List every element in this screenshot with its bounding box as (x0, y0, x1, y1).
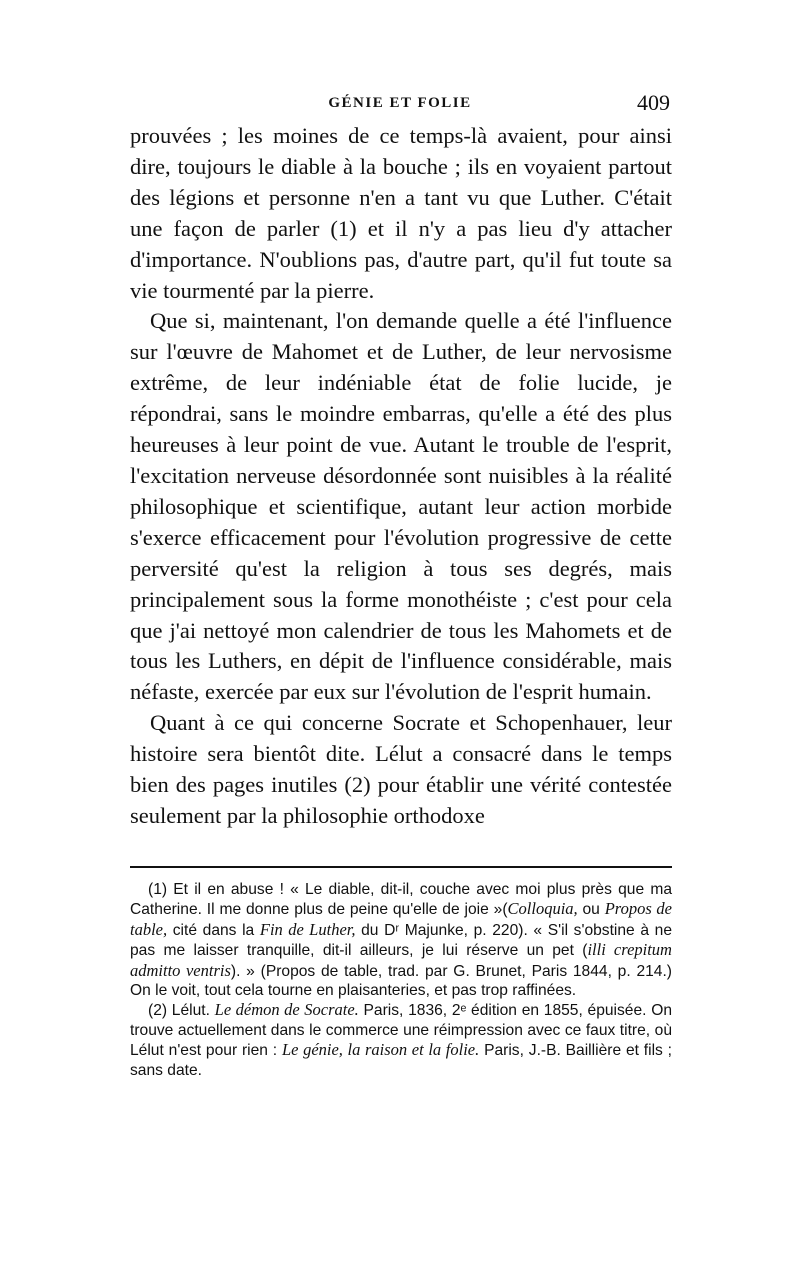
footnote-1 (130, 880, 672, 1000)
main-text (130, 121, 672, 832)
footnote-1-italic-latin: illi crepitum admitto ventris (130, 940, 672, 980)
footnote-1-italic-fin-de-luther: Fin de Luther, (259, 919, 356, 939)
footnote-separator (130, 866, 672, 868)
footnote-2 (130, 1000, 672, 1080)
footnote-1-text-a: (1) Et il en abuse ! « Le diable, dit-il, couche avec moi plus près que ma Catherine. Il me donne plus de peine qu'elle de joie »( (130, 881, 672, 919)
footnote-1-italic-propos: Propos de table, (130, 899, 672, 939)
footnotes (130, 880, 672, 1080)
paragraph-1: prouvées ; les moines de ce temps-là avaient, pour ainsi dire, toujours le diable à la bouche ; ils en voyaient partout des légions et personne n'en a tant vu que Luther. C'était une façon de parler (1) et il n'y a pas lieu d'y attacher d'importance. N'oublions pas, d'autre part, qu'il fut toute sa vie tourmenté par la pierre. (130, 123, 672, 303)
footnote-1-text-i: ). » (Propos de table, trad. par G. Brunet, Paris 1844, p. 214.) On le voit, tout cela tourne en plaisanteries, et pas trop raffinées. (130, 962, 672, 1000)
footnote-2-text-e: Paris, J.-B. Baillière et fils ; sans date. (130, 1042, 672, 1079)
footnote-1-text-g: du Dʳ Majunke, p. 220). « S'il s'obstine à ne pas me laisser tranquille, dit-il ailleurs, je lui réserve un pet ( (130, 921, 672, 960)
footnote-2-italic-demon: Le démon de Socrate. (214, 1000, 359, 1020)
running-title: GÉNIE ET FOLIE (328, 95, 472, 111)
paragraph-3: Quant à ce qui concerne Socrate et Schopenhauer, leur histoire sera bientôt dite. Lélut a consacré dans le temps bien des pages inutiles (2) pour établir une vérité contestée seulement par la philosophie orthodoxe (130, 710, 672, 828)
paragraph-2: Que si, maintenant, l'on demande quelle a été l'influence sur l'œuvre de Mahomet et de Luther, de leur nervosisme extrême, de leur indéniable état de folie lucide, je répondrai, sans le moindre embarras, qu'elle a été des plus heureuses à leur point de vue. Autant le trouble de l'esprit, l'excitation nerveuse désordonnée sont nuisibles à la réalité philosophique et scientifique, autant leur action morbide s'exerce efficacement pour l'évolution progressive de cette perversité qu'est la religion à tous ses degrés, mais principalement sous la forme monothéiste ; c'est pour cela que j'ai nettoyé mon calendrier de tous les Mahomets et de tous les Luthers, en dépit de l'influence considérable, mais néfaste, exercée par eux sur l'évolution de l'esprit humain. (130, 308, 672, 705)
footnote-1-italic-colloquia: Colloquia, (507, 899, 578, 919)
footnote-1-text-e: cité dans la (167, 921, 260, 939)
footnote-2-italic-genie: Le génie, la raison et la folie. (281, 1040, 480, 1060)
page-header (130, 88, 670, 118)
footnote-2-text-c: Paris, 1836, 2ᵉ édition en 1855, épuisée. On trouve actuellement dans le commerce une réimpression avec ce faux titre, où Lélut n'est pour rien : (130, 1002, 672, 1060)
footnote-1-text-c: ou (577, 901, 605, 919)
page-number: 409 (637, 90, 670, 115)
footnote-2-text-a: (2) Lélut. (148, 1002, 215, 1020)
